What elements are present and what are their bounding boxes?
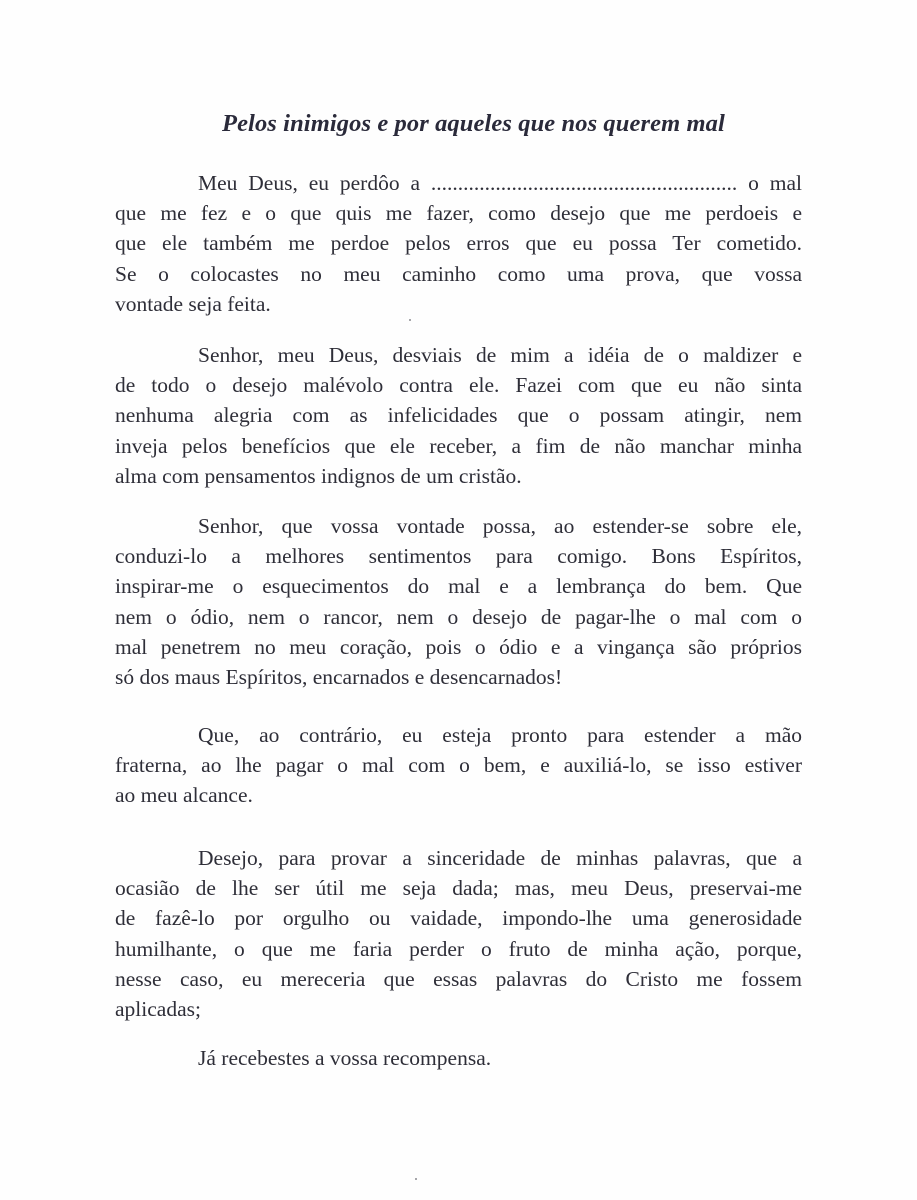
paragraph-line: nenhuma alegria com as infelicidades que o possam atingir, nem <box>115 403 802 428</box>
paragraph-line: mal penetrem no meu coração, pois o ódio e a vingança são próprios <box>115 634 802 659</box>
paragraph-line: que ele também me perdoe pelos erros que eu possa Ter cometido. <box>115 231 802 256</box>
paragraph-4 <box>115 720 802 811</box>
scan-speck <box>415 1178 417 1180</box>
paragraph-line: conduzi-lo a melhores sentimentos para comigo. Bons Espíritos, <box>115 544 802 569</box>
closing-line-block <box>115 1043 802 1073</box>
paragraph-line: aplicadas; <box>115 997 201 1022</box>
paragraph-line: vontade seja feita. <box>115 291 271 316</box>
paragraph-2 <box>115 340 802 491</box>
paragraph-3 <box>115 511 802 692</box>
paragraph-line: ao meu alcance. <box>115 783 253 808</box>
paragraph-line: inveja pelos benefícios que ele receber, a fim de não manchar minha <box>115 433 802 458</box>
paragraph-line: Que, ao contrário, eu esteja pronto para estender a mão <box>198 723 802 747</box>
paragraph-line: fraterna, ao lhe pagar o mal com o bem, e auxiliá-lo, se isso estiver <box>115 753 802 778</box>
paragraph-line: Senhor, que vossa vontade possa, ao estender-se sobre ele, <box>198 514 802 538</box>
paragraph-line: só dos maus Espíritos, encarnados e desencarnados! <box>115 665 563 690</box>
paragraph-line: Se o colocastes no meu caminho como uma prova, que vossa <box>115 261 802 286</box>
paragraph-5 <box>115 843 802 1024</box>
paragraph-line: inspirar-me o esquecimentos do mal e a lembrança do bem. Que <box>115 574 802 599</box>
paragraph-line: nesse caso, eu mereceria que essas palavras do Cristo me fossem <box>115 966 802 991</box>
paragraph-line: que me fez e o que quis me fazer, como desejo que me perdoeis e <box>115 201 802 226</box>
document-title: Pelos inimigos e por aqueles que nos querem mal <box>222 110 725 137</box>
paragraph-line: Meu Deus, eu perdôo a ......................................................... o mal <box>198 171 802 195</box>
paragraph-line: alma com pensamentos indignos de um cristão. <box>115 463 522 488</box>
closing-line: Já recebestes a vossa recompensa. <box>198 1046 492 1070</box>
paragraph-line: humilhante, o que me faria perder o fruto de minha ação, porque, <box>115 936 802 961</box>
paragraph-line: Desejo, para provar a sinceridade de minhas palavras, que a <box>198 846 802 870</box>
paragraph-line: nem o ódio, nem o rancor, nem o desejo de pagar-lhe o mal com o <box>115 604 802 629</box>
paragraph-line: ocasião de lhe ser útil me seja dada; mas, meu Deus, preservai-me <box>115 876 802 901</box>
paragraph-line: de todo o desejo malévolo contra ele. Fazei com que eu não sinta <box>115 373 802 398</box>
paragraph-line: Senhor, meu Deus, desviais de mim a idéia de o maldizer e <box>198 343 802 367</box>
scan-speck <box>409 319 411 321</box>
paragraph-1 <box>115 168 802 319</box>
paragraph-line: de fazê-lo por orgulho ou vaidade, impondo-lhe uma generosidade <box>115 906 802 931</box>
